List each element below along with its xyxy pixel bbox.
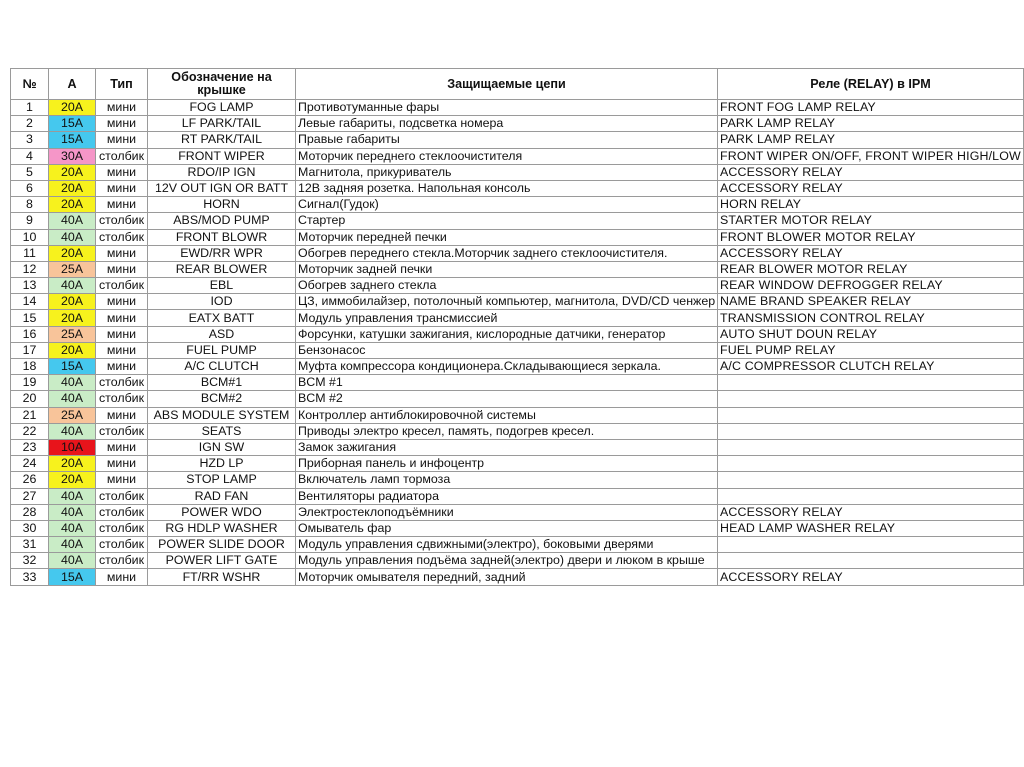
cell-relay: A/C COMPRESSOR CLUTCH RELAY (718, 359, 1024, 375)
table-row (11, 520, 1024, 536)
table-row (11, 423, 1024, 439)
cell-amperage: 15A (49, 569, 96, 585)
cell-no: 33 (11, 569, 49, 585)
cell-no: 23 (11, 439, 49, 455)
table-row (11, 132, 1024, 148)
cell-relay (718, 456, 1024, 472)
table-row (11, 537, 1024, 553)
cell-amperage: 25A (49, 326, 96, 342)
cell-relay (718, 375, 1024, 391)
cell-type: столбик (96, 229, 148, 245)
cell-amperage: 40A (49, 213, 96, 229)
cell-marking: POWER WDO (148, 504, 296, 520)
cell-type: мини (96, 132, 148, 148)
cell-type: мини (96, 326, 148, 342)
table-row (11, 197, 1024, 213)
cell-circuits: Форсунки, катушки зажигания, кислородные датчики, генератор (296, 326, 718, 342)
cell-marking: IGN SW (148, 439, 296, 455)
cell-circuits: Моторчик омывателя передний, задний (296, 569, 718, 585)
cell-marking: ABS/MOD PUMP (148, 213, 296, 229)
cell-circuits: Замок зажигания (296, 439, 718, 455)
cell-no: 11 (11, 245, 49, 261)
cell-circuits: Моторчик задней печки (296, 261, 718, 277)
cell-no: 32 (11, 553, 49, 569)
cell-relay: FRONT FOG LAMP RELAY (718, 100, 1024, 116)
cell-relay: ACCESSORY RELAY (718, 164, 1024, 180)
cell-relay: ACCESSORY RELAY (718, 569, 1024, 585)
cell-amperage: 40A (49, 553, 96, 569)
table-row (11, 407, 1024, 423)
header-amp: А (49, 69, 96, 100)
cell-relay: AUTO SHUT DOUN RELAY (718, 326, 1024, 342)
cell-marking: RG HDLP WASHER (148, 520, 296, 536)
cell-circuits: Стартер (296, 213, 718, 229)
cell-relay (718, 439, 1024, 455)
cell-no: 16 (11, 326, 49, 342)
cell-relay (718, 472, 1024, 488)
cell-type: мини (96, 439, 148, 455)
cell-marking: FRONT WIPER (148, 148, 296, 164)
cell-marking: A/C CLUTCH (148, 359, 296, 375)
cell-type: столбик (96, 520, 148, 536)
cell-marking: SEATS (148, 423, 296, 439)
table-row (11, 504, 1024, 520)
cell-type: столбик (96, 148, 148, 164)
cell-no: 14 (11, 294, 49, 310)
cell-circuits: Обогрев заднего стекла (296, 278, 718, 294)
cell-no: 22 (11, 423, 49, 439)
cell-circuits: Приводы электро кресел, память, подогрев кресел. (296, 423, 718, 439)
header-row (11, 69, 1024, 100)
cell-circuits: BCM #1 (296, 375, 718, 391)
table-row (11, 180, 1024, 196)
cell-no: 10 (11, 229, 49, 245)
cell-marking: FRONT BLOWR (148, 229, 296, 245)
cell-no: 2 (11, 116, 49, 132)
cell-relay: PARK LAMP RELAY (718, 116, 1024, 132)
cell-type: столбик (96, 537, 148, 553)
table-row (11, 294, 1024, 310)
cell-no: 31 (11, 537, 49, 553)
cell-amperage: 20A (49, 456, 96, 472)
cell-relay: REAR BLOWER MOTOR RELAY (718, 261, 1024, 277)
header-relay: Реле (RELAY) в IPM (718, 69, 1024, 100)
cell-amperage: 15A (49, 116, 96, 132)
cell-circuits: Омыватель фар (296, 520, 718, 536)
cell-type: мини (96, 407, 148, 423)
cell-circuits: Модуль управления подъёма задней(электро) двери и люком в крыше (296, 553, 718, 569)
cell-type: мини (96, 456, 148, 472)
table-row (11, 148, 1024, 164)
cell-relay: PARK LAMP RELAY (718, 132, 1024, 148)
cell-relay: STARTER MOTOR RELAY (718, 213, 1024, 229)
cell-circuits: Муфта компрессора кондиционера.Складывающиеся зеркала. (296, 359, 718, 375)
cell-relay: NAME BRAND SPEAKER RELAY (718, 294, 1024, 310)
table-row (11, 359, 1024, 375)
table-row (11, 164, 1024, 180)
cell-circuits: Правые габариты (296, 132, 718, 148)
cell-circuits: Левые габариты, подсветка номера (296, 116, 718, 132)
cell-marking: FT/RR WSHR (148, 569, 296, 585)
cell-marking: RDO/IP IGN (148, 164, 296, 180)
cell-no: 24 (11, 456, 49, 472)
cell-amperage: 40A (49, 504, 96, 520)
cell-relay (718, 407, 1024, 423)
cell-marking: REAR BLOWER (148, 261, 296, 277)
cell-type: столбик (96, 375, 148, 391)
cell-marking: IOD (148, 294, 296, 310)
cell-no: 20 (11, 391, 49, 407)
cell-no: 21 (11, 407, 49, 423)
cell-amperage: 40A (49, 537, 96, 553)
cell-marking: LF PARK/TAIL (148, 116, 296, 132)
cell-amperage: 20A (49, 472, 96, 488)
cell-circuits: Моторчик передней печки (296, 229, 718, 245)
table-row (11, 472, 1024, 488)
cell-amperage: 20A (49, 164, 96, 180)
cell-amperage: 25A (49, 261, 96, 277)
cell-type: столбик (96, 553, 148, 569)
cell-marking: 12V OUT IGN OR BATT (148, 180, 296, 196)
cell-no: 27 (11, 488, 49, 504)
table-row (11, 245, 1024, 261)
cell-amperage: 25A (49, 407, 96, 423)
cell-marking: HORN (148, 197, 296, 213)
cell-circuits: Сигнал(Гудок) (296, 197, 718, 213)
cell-circuits: Контроллер антиблокировочной системы (296, 407, 718, 423)
cell-relay (718, 537, 1024, 553)
cell-type: столбик (96, 504, 148, 520)
table-row (11, 391, 1024, 407)
cell-amperage: 40A (49, 520, 96, 536)
cell-relay (718, 423, 1024, 439)
cell-relay: FUEL PUMP RELAY (718, 342, 1024, 358)
table-row (11, 569, 1024, 585)
header-type: Тип (96, 69, 148, 100)
table-row (11, 456, 1024, 472)
cell-type: мини (96, 100, 148, 116)
cell-no: 19 (11, 375, 49, 391)
cell-amperage: 40A (49, 488, 96, 504)
cell-relay: ACCESSORY RELAY (718, 504, 1024, 520)
cell-circuits: ЦЗ, иммобилайзер, потолочный компьютер, магнитола, DVD/CD ченжер (296, 294, 718, 310)
cell-no: 17 (11, 342, 49, 358)
table-row (11, 116, 1024, 132)
cell-relay: HORN RELAY (718, 197, 1024, 213)
table-row (11, 100, 1024, 116)
table-row (11, 278, 1024, 294)
cell-circuits: Вентиляторы радиатора (296, 488, 718, 504)
cell-type: столбик (96, 213, 148, 229)
cell-relay: HEAD LAMP WASHER RELAY (718, 520, 1024, 536)
cell-circuits: 12В задняя розетка. Напольная консоль (296, 180, 718, 196)
cell-no: 15 (11, 310, 49, 326)
cell-circuits: Включатель ламп тормоза (296, 472, 718, 488)
cell-no: 8 (11, 197, 49, 213)
cell-amperage: 20A (49, 245, 96, 261)
cell-relay: REAR WINDOW DEFROGGER RELAY (718, 278, 1024, 294)
cell-marking: EWD/RR WPR (148, 245, 296, 261)
cell-type: мини (96, 472, 148, 488)
cell-type: мини (96, 569, 148, 585)
cell-circuits: Приборная панель и инфоцентр (296, 456, 718, 472)
cell-marking: BCM#1 (148, 375, 296, 391)
table-row (11, 439, 1024, 455)
table-row (11, 488, 1024, 504)
table-row (11, 342, 1024, 358)
cell-type: мини (96, 180, 148, 196)
cell-no: 26 (11, 472, 49, 488)
table-body (11, 100, 1024, 586)
cell-no: 13 (11, 278, 49, 294)
table-row (11, 261, 1024, 277)
cell-marking: FUEL PUMP (148, 342, 296, 358)
cell-marking: RAD FAN (148, 488, 296, 504)
table-row (11, 375, 1024, 391)
cell-circuits: Обогрев переднего стекла.Моторчик заднего стеклоочистителя. (296, 245, 718, 261)
cell-circuits: BCM #2 (296, 391, 718, 407)
fuse-table (10, 68, 1024, 586)
cell-no: 28 (11, 504, 49, 520)
cell-amperage: 20A (49, 294, 96, 310)
cell-amperage: 20A (49, 197, 96, 213)
cell-type: мини (96, 164, 148, 180)
cell-relay (718, 488, 1024, 504)
table-row (11, 326, 1024, 342)
table-row (11, 229, 1024, 245)
cell-relay (718, 553, 1024, 569)
cell-type: столбик (96, 488, 148, 504)
header-mark: Обозначение на крышке (148, 69, 296, 100)
cell-no: 9 (11, 213, 49, 229)
table-row (11, 213, 1024, 229)
cell-type: мини (96, 342, 148, 358)
cell-amperage: 40A (49, 278, 96, 294)
cell-amperage: 40A (49, 391, 96, 407)
cell-relay: ACCESSORY RELAY (718, 180, 1024, 196)
cell-type: мини (96, 359, 148, 375)
cell-type: столбик (96, 391, 148, 407)
header-desc: Защищаемые цепи (296, 69, 718, 100)
cell-marking: STOP LAMP (148, 472, 296, 488)
cell-circuits: Магнитола, прикуриватель (296, 164, 718, 180)
cell-circuits: Моторчик переднего стеклоочистителя (296, 148, 718, 164)
cell-no: 1 (11, 100, 49, 116)
cell-no: 3 (11, 132, 49, 148)
cell-marking: ASD (148, 326, 296, 342)
cell-amperage: 30A (49, 148, 96, 164)
cell-type: мини (96, 294, 148, 310)
cell-no: 6 (11, 180, 49, 196)
cell-no: 18 (11, 359, 49, 375)
cell-circuits: Модуль управления сдвижными(электро), боковыми дверями (296, 537, 718, 553)
cell-amperage: 20A (49, 310, 96, 326)
cell-marking: RT PARK/TAIL (148, 132, 296, 148)
cell-amperage: 40A (49, 423, 96, 439)
cell-type: мини (96, 197, 148, 213)
cell-no: 30 (11, 520, 49, 536)
cell-amperage: 40A (49, 229, 96, 245)
cell-marking: HZD LP (148, 456, 296, 472)
cell-type: столбик (96, 278, 148, 294)
cell-marking: FOG LAMP (148, 100, 296, 116)
cell-circuits: Модуль управления трансмиссией (296, 310, 718, 326)
table-row (11, 553, 1024, 569)
cell-no: 5 (11, 164, 49, 180)
cell-relay: FRONT BLOWER MOTOR RELAY (718, 229, 1024, 245)
cell-type: мини (96, 245, 148, 261)
cell-amperage: 10A (49, 439, 96, 455)
cell-marking: POWER LIFT GATE (148, 553, 296, 569)
cell-amperage: 15A (49, 359, 96, 375)
cell-marking: POWER SLIDE DOOR (148, 537, 296, 553)
cell-circuits: Электростеклоподъёмники (296, 504, 718, 520)
cell-relay: ACCESSORY RELAY (718, 245, 1024, 261)
cell-marking: EBL (148, 278, 296, 294)
cell-amperage: 40A (49, 375, 96, 391)
cell-type: столбик (96, 423, 148, 439)
cell-no: 4 (11, 148, 49, 164)
cell-circuits: Бензонасос (296, 342, 718, 358)
cell-amperage: 20A (49, 100, 96, 116)
cell-amperage: 20A (49, 180, 96, 196)
cell-type: мини (96, 310, 148, 326)
cell-relay: TRANSMISSION CONTROL RELAY (718, 310, 1024, 326)
cell-amperage: 15A (49, 132, 96, 148)
cell-type: мини (96, 261, 148, 277)
header-no: № (11, 69, 49, 100)
cell-relay (718, 391, 1024, 407)
cell-relay: FRONT WIPER ON/OFF, FRONT WIPER HIGH/LOW (718, 148, 1024, 164)
cell-circuits: Противотуманные фары (296, 100, 718, 116)
table-row (11, 310, 1024, 326)
cell-marking: BCM#2 (148, 391, 296, 407)
cell-marking: EATX BATT (148, 310, 296, 326)
cell-marking: ABS MODULE SYSTEM (148, 407, 296, 423)
cell-amperage: 20A (49, 342, 96, 358)
cell-no: 12 (11, 261, 49, 277)
cell-type: мини (96, 116, 148, 132)
